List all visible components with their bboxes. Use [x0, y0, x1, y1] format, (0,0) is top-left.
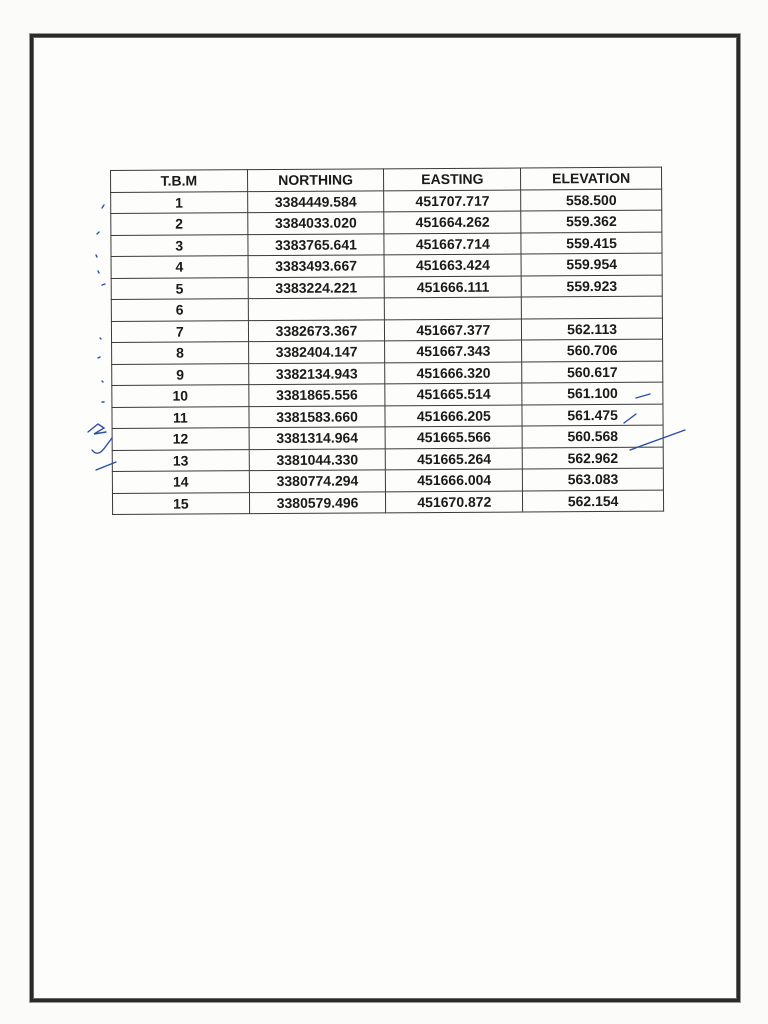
cell-easting: 451666.320 [385, 361, 522, 383]
table-body [111, 189, 664, 515]
cell-tbm: 4 [111, 256, 248, 278]
cell-elevation: 559.954 [521, 253, 662, 275]
cell-northing: 3384449.584 [247, 190, 384, 212]
cell-elevation: 562.154 [523, 490, 664, 512]
cell-tbm: 9 [112, 363, 249, 385]
table-row [112, 404, 663, 429]
cell-northing: 3382404.147 [248, 341, 385, 363]
cell-elevation: 560.568 [522, 425, 663, 447]
table-row [111, 210, 662, 235]
cell-tbm: 13 [112, 449, 249, 471]
cell-tbm: 5 [111, 277, 248, 299]
cell-elevation: 560.706 [522, 339, 663, 361]
table-row [112, 468, 663, 493]
cell-tbm: 15 [112, 492, 249, 514]
cell-northing: 3380579.496 [249, 491, 386, 513]
cell-easting: 451665.514 [385, 383, 522, 405]
cell-easting: 451667.714 [384, 232, 521, 254]
cell-northing: 3381044.330 [249, 448, 386, 470]
cell-elevation: 563.083 [523, 468, 664, 490]
cell-easting: 451707.717 [384, 189, 521, 211]
table-row [111, 189, 662, 214]
cell-northing: 3382134.943 [248, 362, 385, 384]
cell-easting: 451666.111 [385, 275, 522, 297]
cell-northing: 3380774.294 [249, 470, 386, 492]
cell-northing [248, 298, 385, 320]
cell-tbm: 7 [111, 320, 248, 342]
cell-elevation: 562.962 [522, 447, 663, 469]
header-northing: NORTHING [247, 169, 384, 191]
cell-elevation: 562.113 [522, 318, 663, 340]
table-header-row [111, 167, 662, 192]
cell-easting: 451667.377 [385, 318, 522, 340]
tbm-table-container [110, 167, 664, 515]
cell-elevation: 559.923 [521, 275, 662, 297]
cell-elevation: 560.617 [522, 361, 663, 383]
cell-easting: 451670.872 [386, 490, 523, 512]
cell-northing: 3381314.964 [249, 427, 386, 449]
cell-easting: 451666.205 [385, 404, 522, 426]
cell-tbm: 14 [112, 471, 249, 493]
cell-easting [385, 297, 522, 319]
cell-easting: 451665.566 [386, 426, 523, 448]
cell-easting: 451667.343 [385, 340, 522, 362]
header-tbm: T.B.M [111, 170, 248, 192]
cell-tbm: 10 [112, 385, 249, 407]
table-row [111, 275, 662, 300]
table-row [112, 339, 663, 364]
cell-elevation [521, 296, 662, 318]
cell-elevation: 561.475 [522, 404, 663, 426]
table-row [111, 318, 662, 343]
cell-northing: 3381865.556 [248, 384, 385, 406]
cell-easting: 451666.004 [386, 469, 523, 491]
cell-tbm: 12 [112, 428, 249, 450]
cell-northing: 3383493.667 [248, 255, 385, 277]
cell-northing: 3383224.221 [248, 276, 385, 298]
cell-easting: 451663.424 [384, 254, 521, 276]
table-row [111, 232, 662, 257]
cell-elevation: 558.500 [521, 189, 662, 211]
header-easting: EASTING [384, 168, 521, 190]
cell-easting: 451664.262 [384, 211, 521, 233]
table-row [112, 382, 663, 407]
cell-elevation: 559.362 [521, 210, 662, 232]
cell-elevation: 561.100 [522, 382, 663, 404]
cell-tbm: 3 [111, 234, 248, 256]
cell-easting: 451665.264 [386, 447, 523, 469]
cell-northing: 3384033.020 [247, 212, 384, 234]
cell-tbm: 2 [111, 213, 248, 235]
cell-tbm: 6 [111, 299, 248, 321]
cell-tbm: 1 [111, 191, 248, 213]
table-row [112, 447, 663, 472]
cell-tbm: 11 [112, 406, 249, 428]
tbm-coordinates-table [110, 167, 664, 515]
cell-northing: 3383765.641 [248, 233, 385, 255]
table-row [112, 490, 663, 515]
table-row [111, 253, 662, 278]
table-row [112, 361, 663, 386]
cell-northing: 3381583.660 [249, 405, 386, 427]
table-row [112, 425, 663, 450]
cell-tbm: 8 [112, 342, 249, 364]
header-elevation: ELEVATION [521, 167, 662, 189]
cell-northing: 3382673.367 [248, 319, 385, 341]
cell-elevation: 559.415 [521, 232, 662, 254]
